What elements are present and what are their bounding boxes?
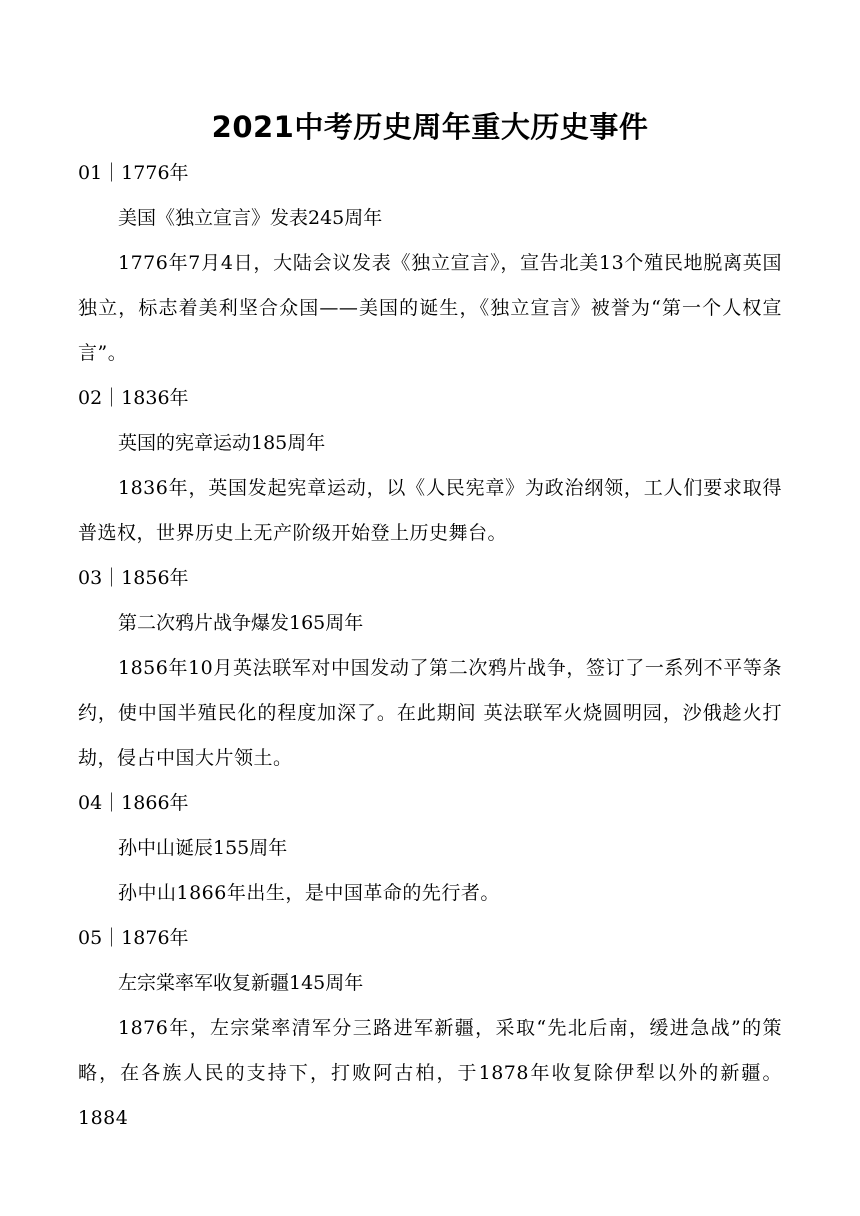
- event-description: 1856年10月英法联军对中国发动了第二次鸦片战争，签订了一系列不平等条约，使中国半殖民化的程度加深了。在此期间 英法联军火烧圆明园，沙俄趁火打劫，侵占中国大片领土。: [78, 657, 782, 769]
- event-entry-1: [78, 151, 782, 376]
- document-title: 2021中考历史周年重大历史事件: [211, 110, 649, 144]
- event-heading: 03｜1856年: [78, 567, 189, 589]
- event-entry-3: [78, 556, 782, 781]
- event-entry-2: [78, 376, 782, 556]
- event-subtitle: 美国《独立宣言》发表245周年: [118, 207, 383, 229]
- event-heading: 01｜1776年: [78, 162, 189, 184]
- event-subtitle: 第二次鸦片战争爆发165周年: [118, 612, 364, 634]
- event-description: 1776年7月4日，大陆会议发表《独立宣言》，宣告北美13个殖民地脱离英国独立，标志着美利坚合众国——美国的诞生，《独立宣言》被誉为“第一个人权宣言”。: [78, 252, 782, 364]
- event-subtitle: 英国的宪章运动185周年: [118, 432, 326, 454]
- document-body: [78, 151, 782, 1141]
- event-subtitle: 左宗棠率军收复新疆145周年: [118, 972, 364, 994]
- event-description: 1836年，英国发起宪章运动，以《人民宪章》为政治纲领，工人们要求取得普选权，世界历史上无产阶级开始登上历史舞台。: [78, 477, 782, 544]
- event-subtitle: 孙中山诞辰155周年: [118, 837, 288, 859]
- event-description: 1876年，左宗棠率清军分三路进军新疆，采取“先北后南，缓进急战”的策略，在各族人民的支持下，打败阿古柏，于1878年收复除伊犁以外的新疆。1884: [78, 1017, 782, 1129]
- event-entry-4: [78, 781, 782, 916]
- event-heading: 02｜1836年: [78, 387, 189, 409]
- event-description: 孙中山1866年出生，是中国革命的先行者。: [118, 882, 500, 904]
- event-entry-5: [78, 916, 782, 1141]
- event-heading: 05｜1876年: [78, 927, 189, 949]
- event-heading: 04｜1866年: [78, 792, 189, 814]
